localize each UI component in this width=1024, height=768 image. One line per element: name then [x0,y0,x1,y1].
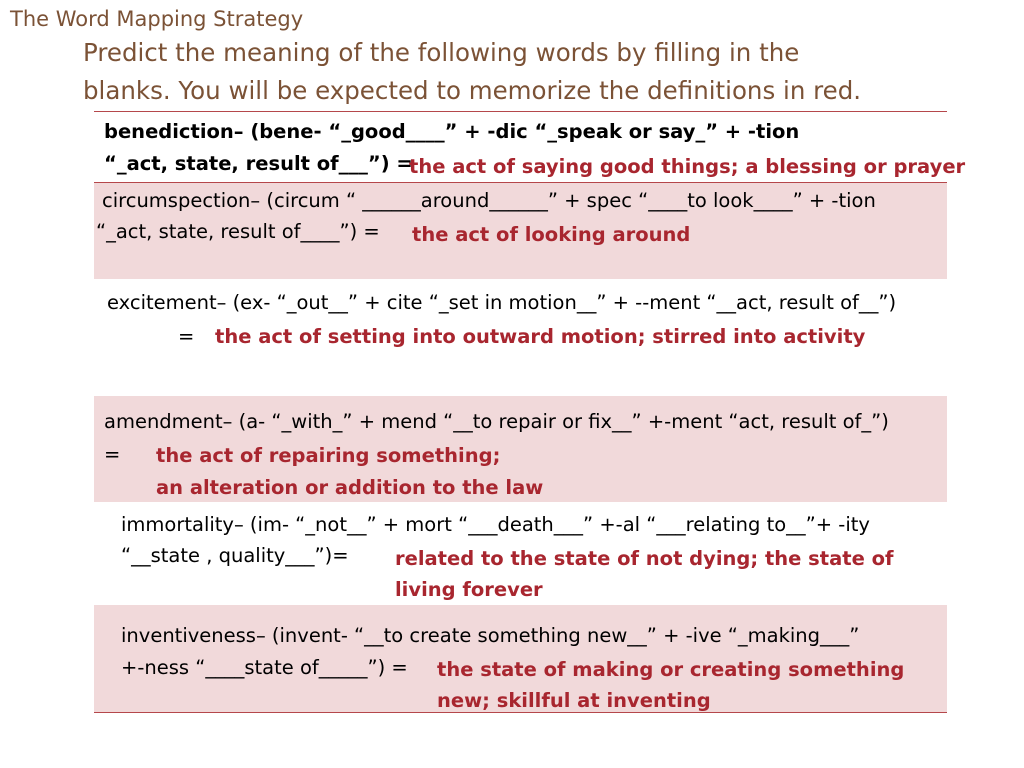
entry-inventiveness-line2: +-ness “____state of_____”) = [121,656,408,679]
entry-circumspection-line1: circumspection– (circum “ ______around______” + spec “____to look____” + -tion [102,189,876,212]
entry-amendment-definition-line2: an alteration or addition to the law [156,476,544,499]
instructions-line-2: blanks. You will be expected to memorize the definitions in red. [83,76,862,105]
entry-immortality-line2: “__state , quality___”)= [121,544,349,567]
entry-amendment-definition-line1: the act of repairing something; [156,444,501,467]
entry-immortality-definition-line1: related to the state of not dying; the state of [395,547,894,570]
slide-title: The Word Mapping Strategy [10,7,304,31]
entry-benediction-line1: benediction– (bene- “_good____” + -dic “_speak or say_” + -tion [104,120,800,143]
entry-immortality-line1: immortality– (im- “_not__” + mort “___death___” +-al “___relating to__”+ -ity [121,513,870,536]
entry-circumspection-line2: “_act, state, result of____”) = [96,220,380,243]
entry-inventiveness-definition-line1: the state of making or creating something [437,658,905,681]
entry-inventiveness-definition-line2: new; skillful at inventing [437,689,711,712]
entry-excitement-line1: excitement– (ex- “_out__” + cite “_set in motion__” + --ment “__act, result of__”) [107,291,897,314]
entry-immortality-definition-line2: living forever [395,578,543,601]
instructions-line-1: Predict the meaning of the following words by filling in the [83,38,800,67]
entry-inventiveness-line1: inventiveness– (invent- “__to create something new__” + -ive “_making___” [121,624,860,647]
entry-amendment-line1: amendment– (a- “_with_” + mend “__to repair or fix__” +-ment “act, result of_”) [104,410,889,433]
bottom-divider [94,712,947,713]
entry-excitement-line2: = [178,325,195,348]
entry-circumspection-definition: the act of looking around [412,223,691,246]
entry-amendment-line2: = [104,443,121,466]
top-divider [94,111,947,112]
entry-benediction-definition: the act of saying good things; a blessing or prayer [409,155,966,178]
entry-benediction-line2: “_act, state, result of___”) = [104,152,413,175]
entry-excitement-definition: the act of setting into outward motion; stirred into activity [215,325,866,348]
